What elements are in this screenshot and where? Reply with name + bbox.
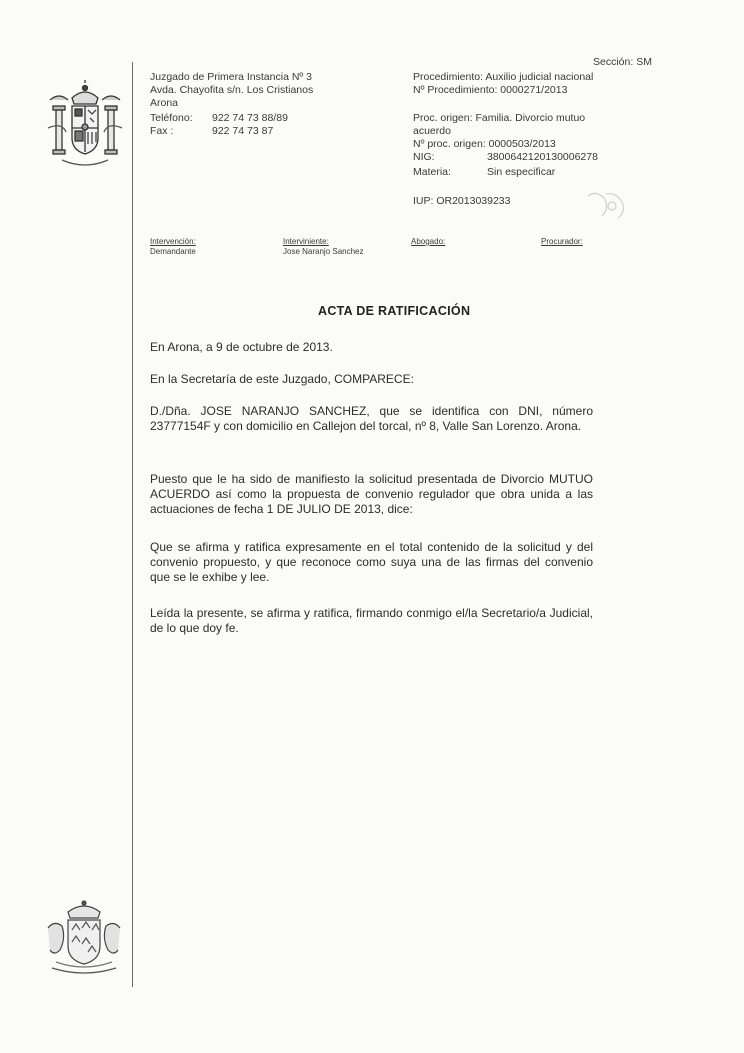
intervencion-value: Demandante: [150, 247, 196, 256]
materia-value: Sin especificar: [487, 166, 556, 178]
origin-procedure-cont: acuerdo: [413, 125, 451, 137]
procedure-number: Nº Procedimiento: 0000271/2013: [413, 84, 568, 96]
stamp-mark: [582, 188, 630, 224]
nig-label: NIG:: [413, 151, 435, 163]
origin-procedure-number: Nº proc. origen: 0000503/2013: [413, 138, 556, 150]
paragraph-ratification: Que se afirma y ratifica expresamente en el total contenido de la solicitud y del convenio propuesto, y que reconoce como suya una de las firmas del convenio que se le exhibe y lee.: [150, 540, 593, 584]
abogado-label: Abogado:: [411, 237, 446, 246]
phone-value: 922 74 73 88/89: [212, 112, 288, 124]
interviniente-value: Jose Naranjo Sanchez: [283, 247, 364, 256]
paragraph-closing: Leída la presente, se afirma y ratifica, firmando conmigo el/la Secretario/a Judicial, de lo que doy fe.: [150, 606, 593, 635]
court-address: Avda. Chayofita s/n. Los Cristianos: [150, 84, 314, 96]
court-name: Juzgado de Primera Instancia Nº 3: [150, 71, 313, 83]
iup: IUP: OR2013039233: [413, 195, 511, 207]
section-label: Sección: SM: [593, 56, 652, 68]
procurador-label: Procurador:: [541, 237, 583, 246]
paragraph-place-date: En Arona, a 9 de octubre de 2013.: [150, 340, 333, 354]
origin-procedure: Proc. origen: Familia. Divorcio mutuo: [413, 112, 586, 124]
intervencion-label: Intervención:: [150, 237, 196, 246]
paragraph-identity: D./Dña. JOSE NARANJO SANCHEZ, que se identifica con DNI, número 23777154F y con domicilio en Callejon del torcal, nº 8, Valle San Lorenzo. Arona.: [150, 404, 593, 433]
fax-label: Fax :: [150, 125, 174, 137]
nig-value: 3800642120130006278: [487, 151, 598, 163]
phone-label: Teléfono:: [150, 112, 193, 124]
margin-rule: [132, 62, 133, 987]
canary-islands-coat-of-arms-icon: [42, 898, 126, 976]
materia-label: Materia:: [413, 166, 451, 178]
interviniente-label: Interviniente:: [283, 237, 329, 246]
paragraph-compareces: En la Secretaría de este Juzgado, COMPARECE:: [150, 372, 414, 386]
spain-coat-of-arms-icon: [42, 80, 128, 174]
document-title: ACTA DE RATIFICACIÓN: [318, 304, 471, 318]
court-city: Arona: [150, 97, 179, 109]
fax-value: 922 74 73 87: [212, 125, 274, 137]
procedure: Procedimiento: Auxilio judicial nacional: [413, 71, 594, 83]
paragraph-request: Puesto que le ha sido de manifiesto la solicitud presentada de Divorcio MUTUO ACUERDO así como la propuesta de convenio regulador que obra unida a las actuaciones de fecha 1 DE JULIO DE 2013, dice:: [150, 472, 593, 516]
